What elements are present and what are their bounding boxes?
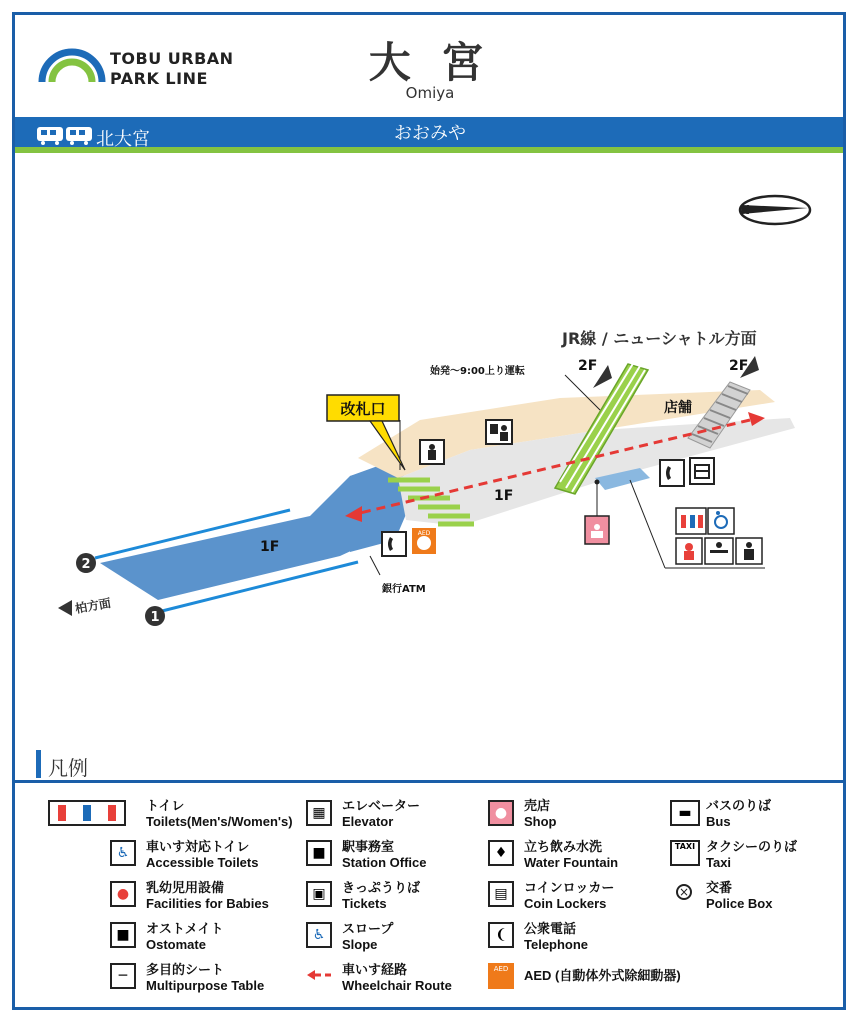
svg-text:2: 2 [81,557,91,572]
station-name: 大 宮 [368,38,492,87]
floor-2f-left-label: 2F [578,358,598,374]
legend-slope-icon: ♿ [306,922,332,948]
legend-multipurpose-icon: ─ [110,963,136,989]
svg-text:AED: AED [417,530,431,537]
shop-icon [585,516,609,544]
legend-item-toilets: トイレ Toilets(Men's/Women's) [146,798,293,829]
platform-2-marker [76,553,96,573]
legend-item-slope: スロープ Slope [342,921,394,952]
jr-direction-label: JR線 / ニューシャトル方面 [562,329,757,348]
direction-arrow-icon [58,600,72,616]
legend-item-water-fountain: 立ち飲み水洗 Water Fountain [524,839,619,870]
logo-line1: TOBU URBAN [110,49,234,68]
legend-item-ostomate: オストメイト Ostomate [146,921,224,952]
ostomate-icon [736,538,762,564]
svg-text:1: 1 [150,610,160,625]
legend-aed-icon: AED [488,963,514,989]
floor-1f-center-label: 1F [494,488,514,504]
legend-accessible-toilet-icon: ♿ [110,840,136,866]
legend-title-bar [36,750,41,778]
shop-label: 店舗 [664,400,692,416]
legend-item-elevator: エレベーター Elevator [342,798,421,829]
ticket-machine-icon [486,420,512,444]
floor-1f-left-label: 1F [260,539,280,555]
legend-coin-locker-icon: ▤ [488,881,514,907]
toilet-icon [676,508,706,534]
legend-item-accessible-toilets: 車いす対応トイレ Accessible Toilets [146,839,259,870]
logo-line2: PARK LINE [110,69,208,88]
coin-locker-icon [690,458,714,484]
prev-station-label: 北大宮 [96,129,150,150]
legend-item-station-office: 駅事務室 Station Office [342,839,427,870]
accessible-toilet-icon [708,508,734,534]
legend-item-police-box: 交番 Police Box [706,880,773,911]
legend-taxi-icon: TAXI [670,840,700,866]
legend-toilet-icon [48,800,126,826]
legend-item-babies: 乳幼児用設備 Facilities for Babies [146,880,269,911]
floor-2f-right-label: 2F [729,358,749,374]
svg-text:改札口: 改札口 [340,400,386,418]
legend-item-taxi: タクシーのりば Taxi [706,839,798,870]
legend-bus-icon: ▬ [670,800,700,826]
legend-tickets-icon: ▣ [306,881,332,907]
station-office-icon [420,440,444,464]
aed-icon [412,528,436,554]
legend-item-multipurpose: 多目的シート Multipurpose Table [146,962,265,993]
station-kana: おおみや [394,123,466,144]
station-romaji: Omiya [405,84,455,102]
legend-police-box-icon: × [676,884,692,900]
multipurpose-table-icon [705,538,733,564]
telephone-icon-right [660,460,684,486]
legend-item-wheelchair-route: 車いす経路 Wheelchair Route [342,962,452,993]
legend-ostomate-icon: ■ [110,922,136,948]
legend-item-shop: 売店 Shop [524,798,557,829]
legend-item-coin-lockers: コインロッカー Coin Lockers [524,880,615,911]
platform-1-marker [145,606,165,626]
direction-kashiwa-label: 柏方面 [74,595,112,616]
legend-item-aed: AED (自動体外式除細動器) [524,968,681,983]
baby-facilities-icon [676,538,702,564]
first-train-note: 始発〜9:00上り運転 [430,366,525,377]
telephone-icon [382,532,406,556]
legend-shop-icon: ● [488,800,514,826]
legend-item-bus: バスのりば Bus [706,798,772,829]
legend-title: 凡例 [48,756,88,780]
svg-text:N: N [740,203,751,217]
legend-item-telephone: 公衆電話 Telephone [524,921,589,952]
legend-item-tickets: きっぷうりば Tickets [342,880,421,911]
atm-label: 銀行ATM [382,584,426,595]
legend-baby-icon: ● [110,881,136,907]
legend-telephone-icon: ❨ [488,922,514,948]
legend-station-office-icon: ■ [306,840,332,866]
legend-elevator-icon: ▦ [306,800,332,826]
legend-wheelchair-route-icon [305,968,337,982]
north-compass-icon [740,196,810,224]
legend-water-fountain-icon: ♦ [488,840,514,866]
